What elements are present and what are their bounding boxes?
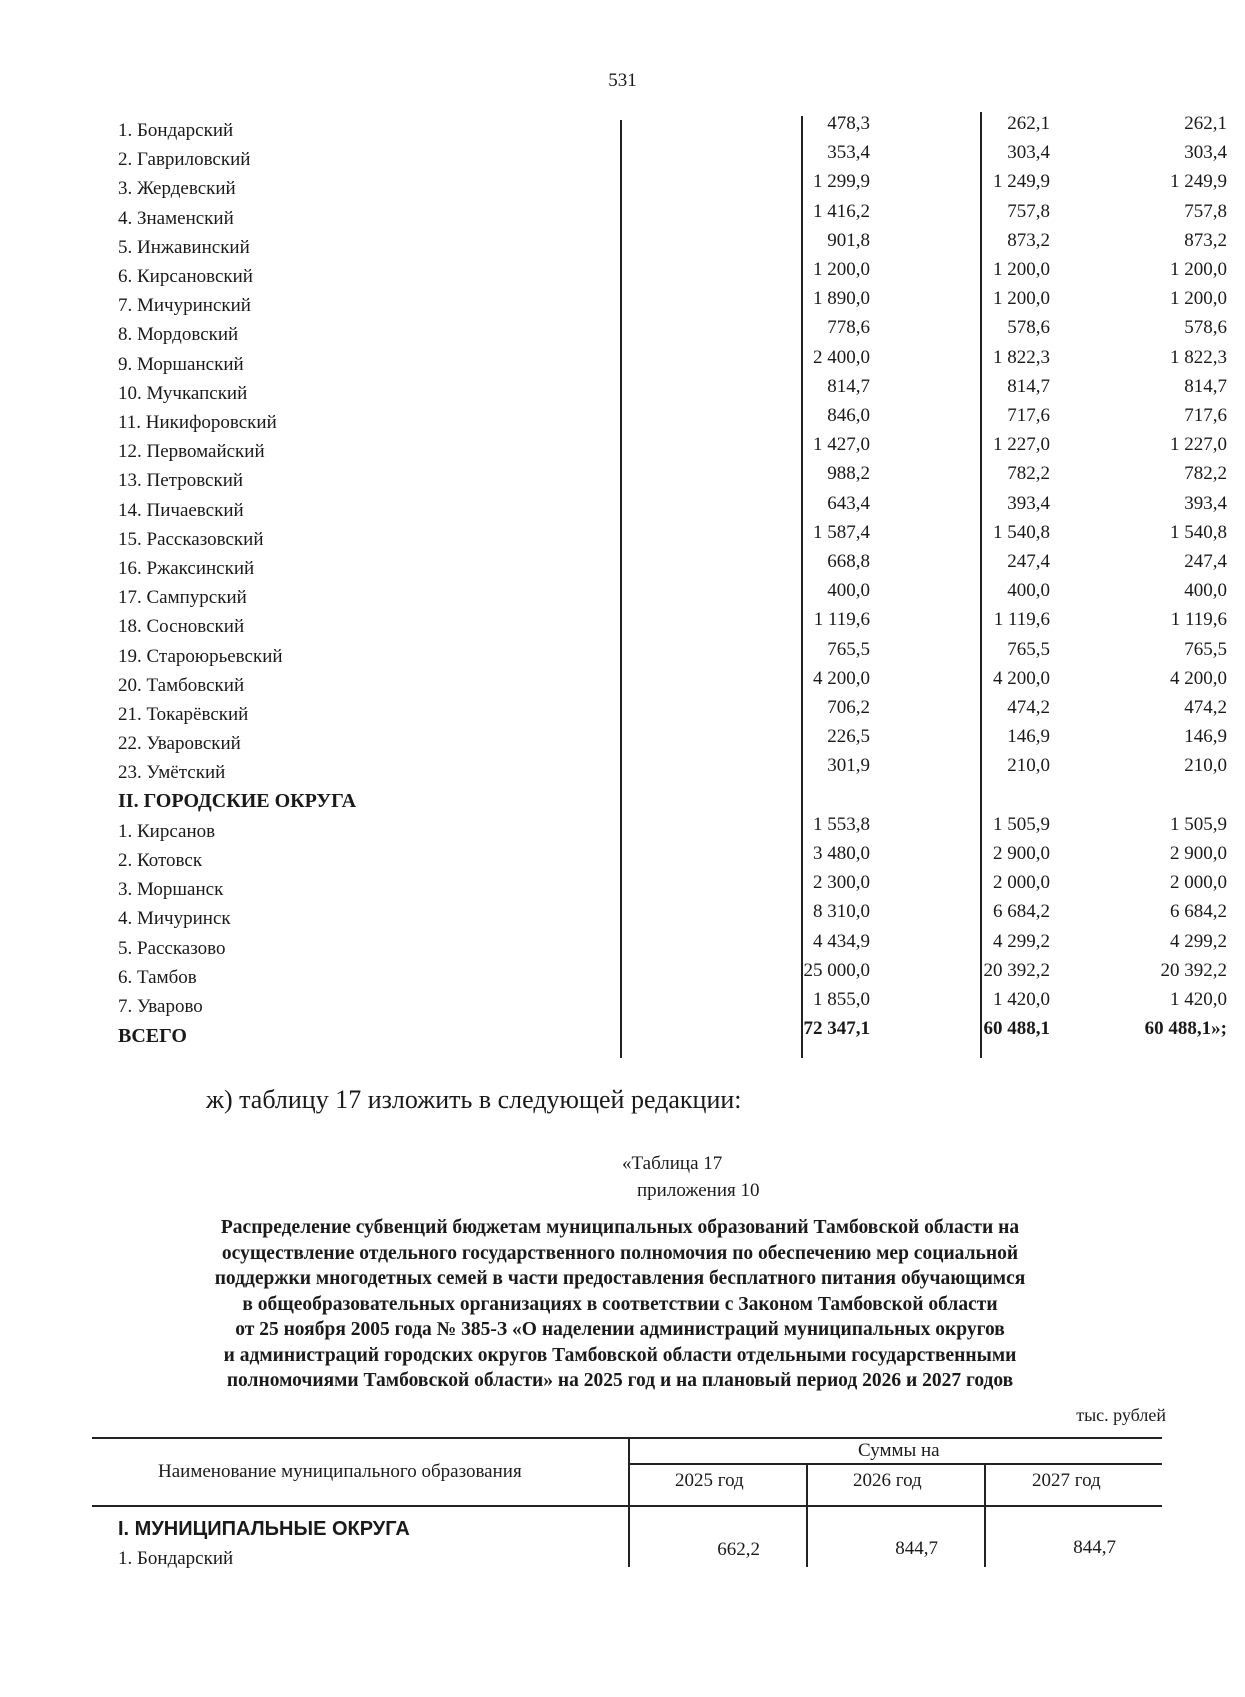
table-cell: 247,4: [1184, 551, 1227, 572]
table-row: [118, 142, 1227, 172]
table-cell: 1 200,0: [993, 288, 1050, 310]
table-cell: 717,6: [1007, 405, 1050, 426]
column-header-year: 2025 год: [675, 1470, 744, 1491]
table-row-name: 14. Пичаевский: [118, 499, 244, 521]
table-cell: 1 540,8: [993, 521, 1050, 543]
heading-line: Распределение субвенций бюджетам муниципальных образований Тамбовской области на: [220, 1217, 1020, 1238]
table-row-name: 23. Умётский: [118, 762, 226, 784]
table-row: [118, 375, 1227, 406]
table-cell: 1 227,0: [993, 434, 1050, 456]
table-cell: 1 227,0: [1170, 434, 1227, 456]
table-cell: 474,2: [1007, 697, 1050, 718]
table-cell: 146,9: [1007, 726, 1050, 748]
table-cell: 1 540,8: [1170, 521, 1227, 543]
table-top-border: [92, 1437, 1162, 1439]
table-cell: 478,3: [827, 113, 870, 134]
table-cell: 578,6: [1007, 317, 1050, 339]
table-cell: 2 900,0: [993, 843, 1050, 864]
table-cell: 4 200,0: [1170, 667, 1227, 689]
heading-line: поддержки многодетных семей в части предоставления бесплатного питания обучающимся: [214, 1268, 1026, 1289]
table-cell: 814,7: [1007, 375, 1050, 397]
table-cell: 4 299,2: [993, 930, 1050, 952]
table-cell: 4 434,9: [813, 930, 870, 952]
table-cell: 1 200,0: [1170, 288, 1227, 310]
table-cell: 1 420,0: [993, 989, 1050, 1010]
heading-line: в общеобразовательных организациях в соответствии с Законом Тамбовской области: [242, 1293, 998, 1315]
table-row: [118, 259, 1227, 289]
table-cell: 4 200,0: [813, 667, 870, 689]
table-caption-line: приложения 10: [637, 1180, 760, 1201]
table-row-name: ВСЕГО: [118, 1025, 187, 1048]
table-cell: 1 587,4: [813, 521, 870, 543]
table-cell: 4 200,0: [993, 667, 1050, 689]
table-cell: 757,8: [1007, 200, 1050, 222]
table-row: [118, 697, 1227, 727]
table-row-name: 16. Ржаксинский: [118, 558, 255, 579]
table-cell: 6 684,2: [1170, 901, 1227, 923]
table-cell: 668,8: [827, 551, 870, 572]
table-cell: 1 420,0: [1170, 989, 1227, 1010]
table-cell-2026: 844,7: [895, 1538, 938, 1559]
table-row-name: 2. Котовск: [118, 850, 203, 871]
table-cell: 303,4: [1184, 142, 1227, 164]
table-cell: 4 299,2: [1170, 930, 1227, 952]
table-row-name: 6. Кирсановский: [118, 266, 253, 287]
table-row: [118, 229, 1227, 260]
table-cell: 578,6: [1184, 317, 1227, 339]
table-cell-2027: 844,7: [1073, 1537, 1116, 1558]
table-cell: 1 553,8: [813, 813, 870, 835]
table-cell: 1 299,9: [813, 171, 870, 193]
table-row-name: 3. Моршанск: [118, 879, 224, 901]
table-cell: 1 249,9: [993, 171, 1050, 193]
table-column-divider: [980, 112, 982, 1058]
table-row-name: 11. Никифоровский: [118, 412, 277, 433]
table-row: [118, 843, 1227, 873]
table-row: [118, 813, 1227, 844]
table-row-name: 18. Сосновский: [118, 616, 245, 638]
table-cell: 1 119,6: [813, 609, 870, 631]
heading-line: и администраций городских округов Тамбовской области отдельными государственными: [223, 1344, 1017, 1366]
table-row-name: 4. Знаменский: [118, 207, 234, 229]
table-row: [118, 872, 1227, 902]
table-cell: 765,5: [1007, 638, 1050, 660]
table-cell: 765,5: [1184, 638, 1227, 660]
table-cell: 400,0: [1007, 580, 1050, 602]
table-cell: 6 684,2: [993, 901, 1050, 923]
table-cell: 2 900,0: [1170, 843, 1227, 864]
table-row-name: 19. Староюрьевский: [118, 645, 283, 667]
table-cell: 1 505,9: [993, 813, 1050, 835]
table-cell: 393,4: [1184, 492, 1227, 514]
table-row: [118, 609, 1227, 639]
table-cell: 1 855,0: [813, 989, 870, 1010]
table-row-name: 1. Бондарский: [118, 1548, 234, 1569]
column-header-year: 2027 год: [1032, 1470, 1101, 1491]
table-cell: 474,2: [1184, 697, 1227, 718]
table-row-name: 10. Мучкапский: [118, 382, 248, 404]
table-row-name: 3. Жердевский: [118, 178, 236, 200]
table-cell: 988,2: [827, 463, 870, 485]
table-row-name: 2. Гавриловский: [118, 149, 251, 171]
table-cell: 782,2: [1184, 463, 1227, 485]
table-row: [118, 580, 1227, 610]
table-cell: 353,4: [827, 142, 870, 164]
table-caption: [622, 1150, 759, 1204]
table-header-divider: [628, 1463, 1162, 1465]
table-cell: 60 488,1: [983, 1018, 1050, 1040]
table-cell: 1 427,0: [813, 434, 870, 456]
table-cell: 72 347,1: [803, 1018, 870, 1040]
table-row-name: 9. Моршанский: [118, 353, 244, 375]
heading-line: от 25 ноября 2005 года № 385-З «О наделении администраций муниципальных округов: [235, 1319, 1005, 1340]
table-cell: 2 400,0: [813, 346, 870, 368]
table-cell: 20 392,2: [983, 959, 1050, 981]
table-cell: 873,2: [1007, 229, 1050, 251]
total-row: [118, 1018, 1227, 1048]
table-cell: 2 300,0: [813, 872, 870, 894]
column-header-name: Наименование муниципального образования: [158, 1461, 522, 1482]
table-row: [118, 463, 1227, 493]
table-row-name: 15. Рассказовский: [118, 528, 264, 550]
table-row: [118, 171, 1227, 201]
table-column-divider: [801, 116, 803, 1058]
table-row: [118, 726, 1227, 756]
table-cell: 901,8: [827, 229, 870, 251]
table-row-name: 13. Петровский: [118, 470, 244, 492]
table-cell: 393,4: [1007, 492, 1050, 514]
table-cell: 400,0: [1184, 580, 1227, 602]
table-row-name: 22. Уваровский: [118, 733, 241, 755]
table-cell: 262,1: [1184, 113, 1227, 134]
table-cell: 226,5: [827, 726, 870, 748]
table-row: [118, 521, 1227, 552]
table-row: [118, 492, 1227, 523]
table-cell: 1 200,0: [1170, 259, 1227, 280]
table-cell: 1 822,3: [1170, 346, 1227, 368]
table-caption-line: «Таблица 17: [622, 1153, 723, 1174]
table-row-name: 20. Тамбовский: [118, 674, 245, 696]
table-cell: 1 505,9: [1170, 813, 1227, 835]
table-row-name: 8. Мордовский: [118, 324, 239, 346]
table-heading: [140, 1215, 1100, 1394]
table-row: [118, 346, 1227, 377]
table-cell: 814,7: [1184, 375, 1227, 397]
table-row: [118, 901, 1227, 931]
table-row-name: 4. Мичуринск: [118, 908, 231, 930]
table-cell: 25 000,0: [803, 959, 870, 981]
table-cell: 210,0: [1184, 755, 1227, 777]
table-cell: 3 480,0: [813, 843, 870, 864]
table-row: [118, 113, 1227, 143]
table-row-name: 1. Бондарский: [118, 120, 234, 141]
table-cell: 1 249,9: [1170, 171, 1227, 193]
table-row: [118, 405, 1227, 435]
table-cell: 2 000,0: [993, 872, 1050, 894]
section-title: II. ГОРОДСКИЕ ОКРУГА: [118, 789, 357, 812]
table-cell: 2 000,0: [1170, 872, 1227, 894]
table-row: [118, 667, 1227, 698]
table-row-name: 5. Инжавинский: [118, 236, 250, 258]
table-row: [118, 200, 1227, 231]
table-cell: 262,1: [1007, 113, 1050, 134]
table-row: [118, 317, 1227, 347]
table-cell: 1 119,6: [993, 609, 1050, 631]
table-row-name: 21. Токарёвский: [118, 704, 249, 725]
table-cell-2025: 662,2: [717, 1539, 760, 1560]
table-cell: 814,7: [827, 375, 870, 397]
table-cell: 400,0: [827, 580, 870, 602]
table-row: [118, 930, 1227, 961]
table-row: [118, 989, 1227, 1019]
table-cell: 146,9: [1184, 726, 1227, 748]
table-row: [118, 288, 1227, 318]
section-row: [118, 788, 1118, 815]
table-cell: 1 200,0: [993, 259, 1050, 280]
table-cell: 846,0: [827, 405, 870, 426]
column-header-sums: Суммы на: [858, 1440, 940, 1461]
table-row: [118, 755, 1227, 785]
table-row-name: 7. Уварово: [118, 996, 203, 1017]
table-cell: 1 890,0: [813, 288, 870, 310]
table-cell: 303,4: [1007, 142, 1050, 164]
table-header-bottom-border: [92, 1505, 1162, 1507]
table-cell: 1 200,0: [813, 259, 870, 280]
section-title: I. МУНИЦИПАЛЬНЫЕ ОКРУГА: [118, 1518, 410, 1540]
table-cell: 782,2: [1007, 463, 1050, 485]
table-row: [118, 959, 1227, 990]
table-cell: 8 310,0: [813, 901, 870, 923]
page-number: 531: [608, 70, 637, 91]
table-row-name: 17. Сампурский: [118, 587, 247, 609]
table-cell: 778,6: [827, 317, 870, 339]
table-row: [118, 551, 1227, 581]
table-cell: 757,8: [1184, 200, 1227, 222]
table-column-divider: [620, 120, 622, 1058]
table-cell: 873,2: [1184, 229, 1227, 251]
table-cell: 20 392,2: [1160, 959, 1227, 981]
column-header-year: 2026 год: [853, 1470, 922, 1491]
table-cell: 301,9: [827, 755, 870, 777]
table-row-name: 7. Мичуринский: [118, 295, 251, 317]
table-cell: 1 416,2: [813, 200, 870, 222]
heading-line: полномочиями Тамбовской области» на 2025 год и на плановый период 2026 и 2027 годов: [226, 1370, 1014, 1391]
table-cell: 1 822,3: [993, 346, 1050, 368]
heading-line: осуществление отдельного государственного полномочия по обеспечению мер социальной: [221, 1242, 1019, 1264]
table-row-name: 6. Тамбов: [118, 966, 197, 988]
table-row: [118, 434, 1227, 464]
table-row-name: 1. Кирсанов: [118, 820, 216, 842]
amendment-instruction: ж) таблицу 17 изложить в следующей редакции:: [206, 1085, 742, 1114]
table-cell: 643,4: [827, 492, 870, 514]
units-label: тыс. рублей: [1076, 1405, 1166, 1425]
table-cell: 706,2: [827, 697, 870, 718]
table-row-name: 12. Первомайский: [118, 441, 265, 463]
table-cell: 210,0: [1007, 755, 1050, 777]
table-row-name: 5. Рассказово: [118, 937, 226, 959]
table-cell: 765,5: [827, 638, 870, 660]
table-cell: 717,6: [1184, 405, 1227, 426]
table-cell: 60 488,1»;: [1144, 1018, 1227, 1040]
table-cell: 1 119,6: [1170, 609, 1227, 631]
table-row: [118, 638, 1227, 669]
table-cell: 247,4: [1007, 551, 1050, 572]
